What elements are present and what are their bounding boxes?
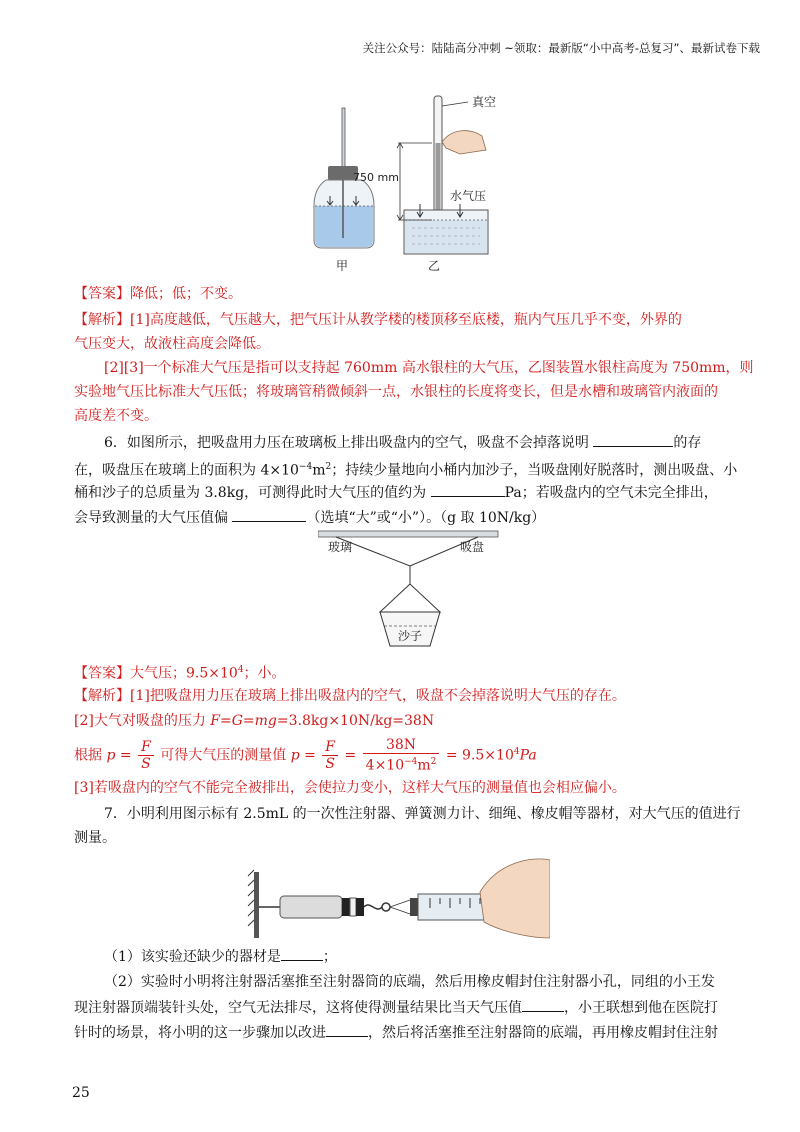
barometer-illustration	[397, 96, 488, 254]
q6-formula: 根据 p = $\frac{F}{S}$ 可得大气压的测量值 p = $\frac{F}{S}$ = $\frac{38N}{4\times 10^{-4}m^2}$ = $9.5\times 10^4Pa$	[74, 737, 537, 774]
q6-question-line4: 会导致测量的大气压值偏 （选填“大”或“小”）。（g 取 10N/kg）	[74, 507, 730, 528]
q6-answer: 【答案】大气压；$9.5\times 10^4$；小。	[74, 665, 286, 682]
label-jia: 甲	[336, 259, 349, 273]
page-number: 25	[72, 1085, 90, 1101]
q5-analysis-line5: 高度差不变。	[74, 408, 158, 424]
q5-analysis-line1: 【解析】[1]高度越低，气压越大，把气压计从教学楼的楼顶移至底楼，瓶内气压几乎不变，外界的	[74, 312, 682, 328]
q7-question-line1: 7．小明利用图示标有 2.5mL 的一次性注射器、弹簧测力计、细绳、橡皮帽等器材，对大气压的值进行	[104, 806, 741, 822]
figure-barometers	[300, 88, 530, 278]
q7-subquestion2-line1: （2）实验时小明将注射器活塞推至注射器筒的底端，然后用橡皮帽封住注射器小孔，同组的小王发	[104, 974, 715, 990]
label-yi: 乙	[428, 259, 441, 273]
q5-answer: 【答案】降低；低；不变。	[74, 286, 242, 302]
q6-analysis-line4: [3]若吸盘内的空气不能完全被排出，会使拉力变小，这样大气压的测量值也会相应偏小。	[74, 780, 626, 796]
label-height: 750 mm	[353, 171, 399, 184]
q7-subquestion2-line2: 现注射器顶端装针头处，空气无法排尽，这将使得测量结果比当天气压值 ，小王联想到他在医院打	[74, 997, 730, 1018]
label-sand: 沙子	[398, 629, 423, 643]
q6-question-line3: 桶和沙子的总质量为 3.8kg，可测得此时大气压的值约为 Pa；若吸盘内的空气未完全排出，	[74, 482, 730, 503]
q6-question-line1: 6．如图所示，把吸盘用力压在玻璃板上排出吸盘内的空气，吸盘不会掉落说明 的存	[104, 432, 730, 453]
q7-subquestion1: （1）该实验还缺少的器材是 ；	[104, 946, 730, 967]
label-suction-cup: 吸盘	[460, 540, 485, 554]
page-header: 关注公众号：陆陆高分冲刺 ~领取：最新版“小中高考-总复习”、最新试卷下载	[362, 41, 760, 55]
q6-analysis-line2: [2]大气对吸盘的压力 F=G=mg=3.8kg×10N/kg=38N	[74, 713, 435, 729]
q6-question-line2: 在，吸盘压在玻璃上的面积为 $4\times 10^{-4}m^2$；持续少量地向小桶内加沙子，当吸盘刚好脱落时，测出吸盘、小	[74, 462, 738, 479]
figure-suction-cup	[318, 528, 518, 656]
label-water-pressure: 水气压	[450, 189, 487, 203]
q7-question-line2: 测量。	[74, 830, 116, 846]
q6-analysis-line1: 【解析】[1]把吸盘用力压在玻璃上排出吸盘内的空气，吸盘不会掉落说明大气压的存在。	[74, 688, 626, 704]
label-glass: 玻璃	[328, 540, 353, 554]
q5-analysis-line4: 实验地气压比标准大气压低；将玻璃管稍微倾斜一点，水银柱的长度将变长，但是水槽和玻璃管内液面的	[74, 384, 718, 400]
label-vacuum: 真空	[472, 95, 497, 109]
q7-subquestion2-line3: 针时的场景，将小明的这一步骤加以改进 ，然后将活塞推至注射器筒的底端，再用橡皮帽封住注射	[74, 1022, 730, 1043]
q5-analysis-line3: [2][3]一个标准大气压是指可以支持起 760mm 高水银柱的大气压，乙图装置水银柱高度为 750mm，则	[104, 360, 754, 376]
q5-analysis-line2: 气压变大，故液柱高度会降低。	[74, 336, 270, 352]
figure-syringe	[240, 852, 550, 942]
